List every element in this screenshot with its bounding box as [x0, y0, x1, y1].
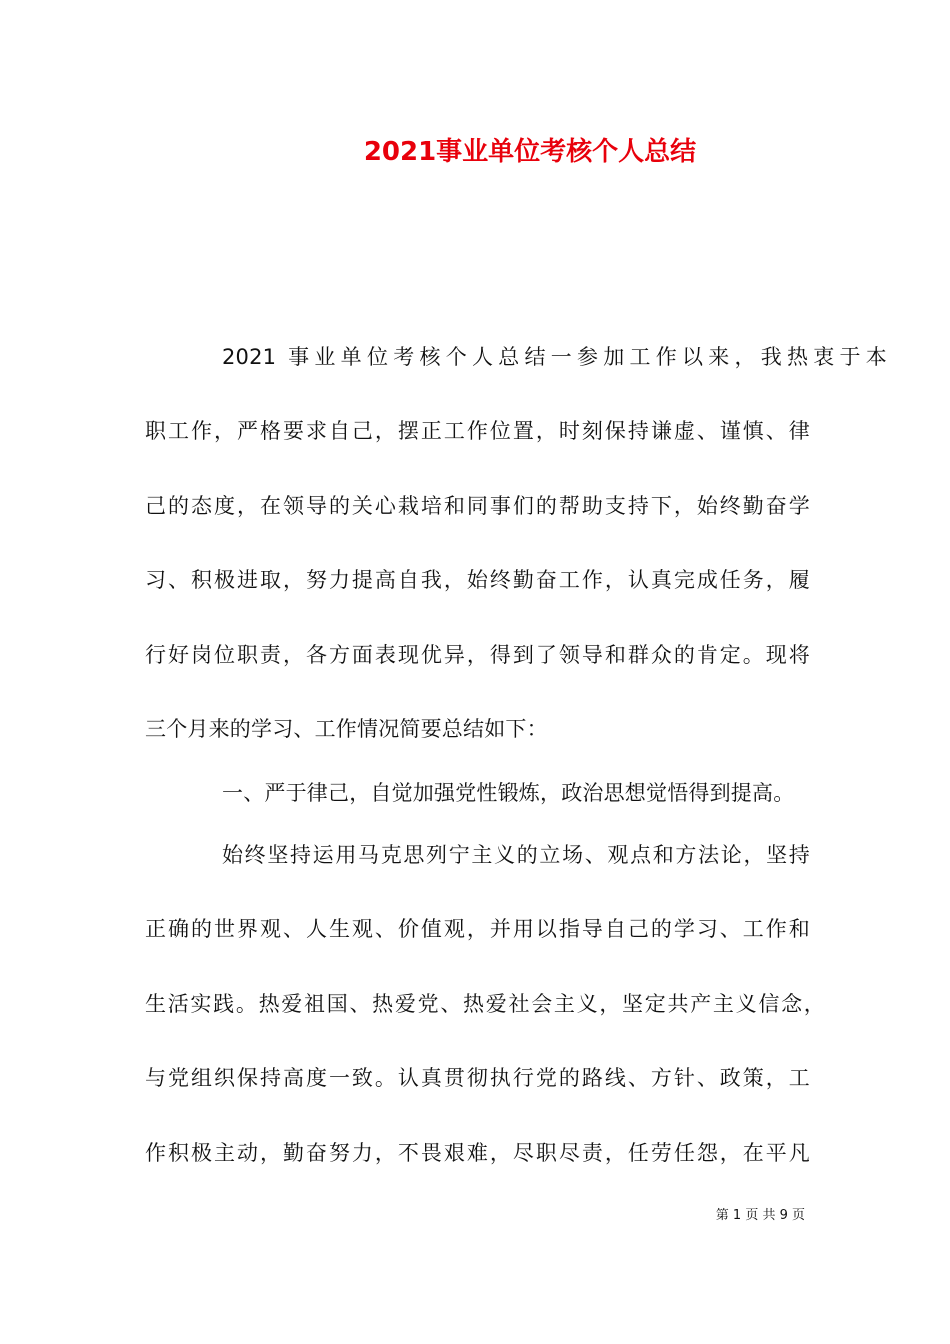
document-title: 2021事业单位考核个人总结: [363, 137, 697, 167]
paragraph-line-4: 习、积极进取，努力提高自我，始终勤奋工作，认真完成任务，履: [145, 568, 810, 592]
paragraph-line-6: 三个月来的学习、工作情况简要总结如下：: [145, 717, 548, 741]
section-heading-1: 一、严于律己，自觉加强党性锻炼，政治思想觉悟得到提高。: [222, 781, 795, 805]
paragraph2-line-5: 作积极主动，勤奋努力，不畏艰难，尽职尽责，任劳任怨，在平凡: [145, 1141, 810, 1165]
paragraph-line-5: 行好岗位职责，各方面表现优异，得到了领导和群众的肯定。现将: [145, 643, 810, 667]
page-number-footer: 第 1 页 共 9 页: [715, 1208, 805, 1223]
paragraph2-line-2: 正确的世界观、人生观、价值观，并用以指导自己的学习、工作和: [145, 917, 810, 941]
paragraph-line-3: 己的态度，在领导的关心栽培和同事们的帮助支持下，始终勤奋学: [145, 494, 810, 518]
paragraph2-line-4: 与党组织保持高度一致。认真贯彻执行党的路线、方针、政策，工: [145, 1066, 810, 1090]
paragraph2-line-1: 始终坚持运用马克思列宁主义的立场、观点和方法论，坚持: [222, 843, 810, 867]
paragraph-line-1: 2021 事业单位考核个人总结一参加工作以来，我热衷于本: [222, 345, 887, 369]
paragraph-line-2: 职工作，严格要求自己，摆正工作位置，时刻保持谦虚、谨慎、律: [145, 419, 810, 443]
paragraph2-line-3: 生活实践。热爱祖国、热爱党、热爱社会主义，坚定共产主义信念，: [145, 992, 825, 1016]
